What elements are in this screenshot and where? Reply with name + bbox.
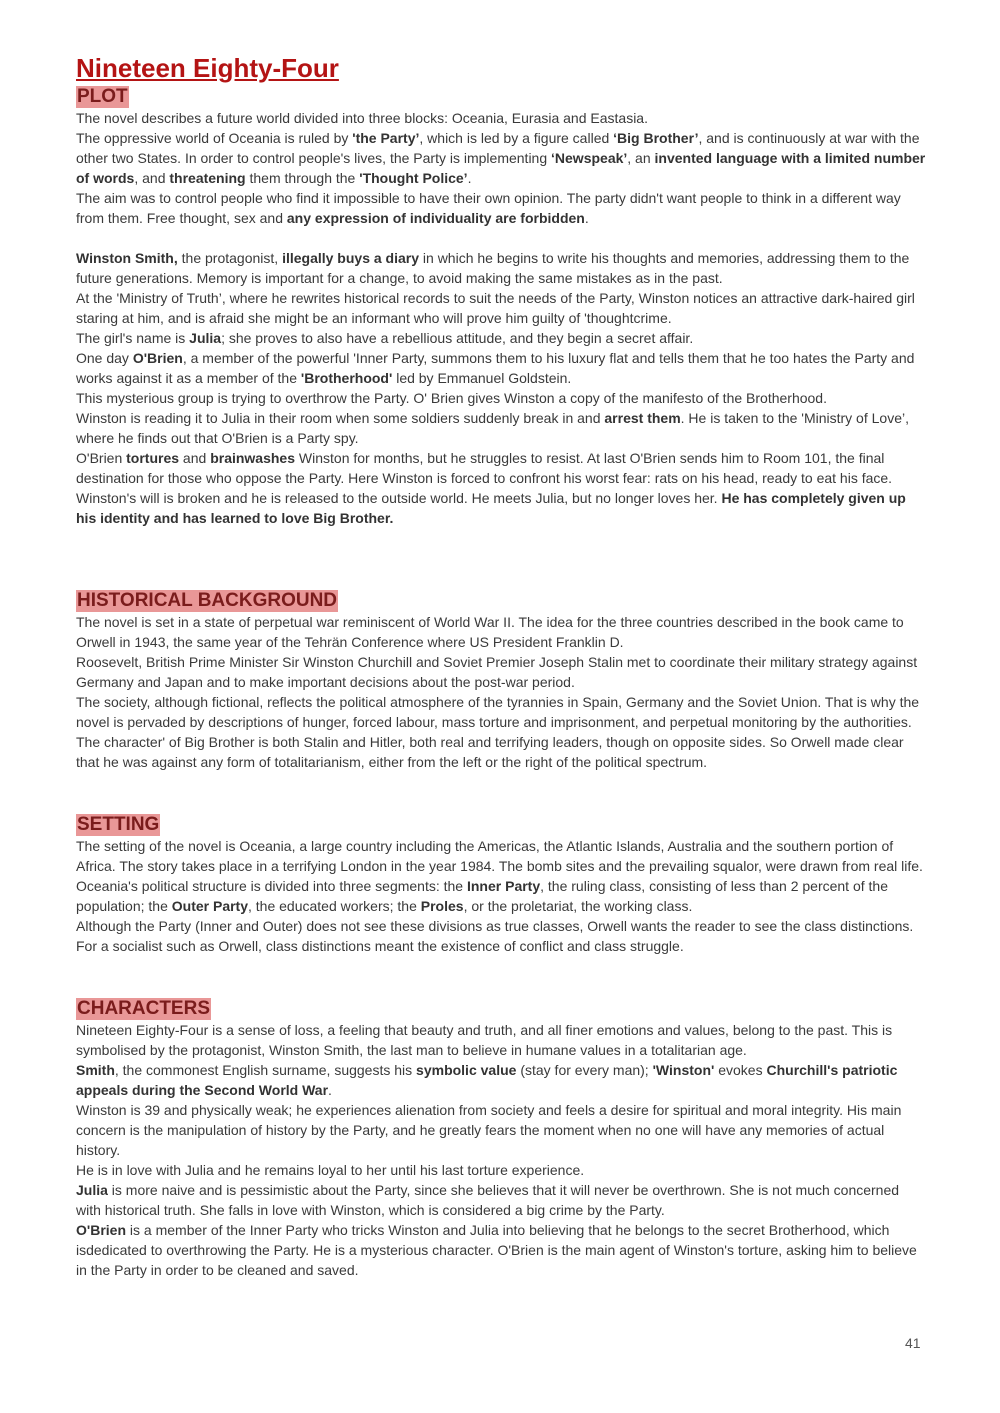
section-setting	[76, 814, 926, 956]
paragraph: Winston is 39 and physically weak; he experiences alienation from society and feels a desire for spiritual and moral integrity. His main concern is the manipulation of history by the Party, and he greatly fears the moment when no one will have any memories of actual history.	[76, 1102, 902, 1158]
document-title: Nineteen Eighty-Four	[76, 53, 339, 83]
paragraph: Roosevelt, British Prime Minister Sir Winston Churchill and Soviet Premier Joseph Stalin met to coordinate their military strategy against Germany and Japan and to make important decisions about the post-war period.	[76, 654, 918, 690]
paragraph: Nineteen Eighty-Four is a sense of loss, a feeling that beauty and truth, and all finer emotions and values, belong to the past. This is symbolised by the protagonist, Winston Smith, the last man to believe in humane values in a totalitarian age.	[76, 1022, 893, 1058]
paragraph: Julia is more naive and is pessimistic about the Party, since she believes that it will never be overthrown. She is not much concerned with historical truth. She falls in love with Winston, which is considered a big crime by the Party.	[76, 1182, 900, 1218]
paragraph: Oceania's political structure is divided into three segments: the Inner Party, the ruling class, consisting of less than 2 percent of the population; the Outer Party, the educated workers; the Proles, or the proletariat, the working class.	[76, 878, 888, 914]
paragraph: The society, although fictional, reflects the political atmosphere of the tyrannies in Spain, Germany and the Soviet Union. That is why the novel is pervaded by descriptions of hunger, forced labour, mass torture and imprisonment, and perpetual monitoring by the authorities.	[76, 694, 920, 730]
paragraph: O'Brien is a member of the Inner Party who tricks Winston and Julia into believing that he belongs to the secret Brotherhood, which isdedicated to overthrowing the Party. He is a mysterious character. O'Brien is the main agent of Winston's torture, asking him to believe in the Party in order to be cleaned and saved.	[76, 1222, 917, 1278]
paragraph: The girl's name is Julia; she proves to also have a rebellious attitude, and they begin a secret affair.	[76, 330, 694, 346]
paragraph: One day O'Brien, a member of the powerful 'Inner Party, summons them to his luxury flat and tells them that he too hates the Party and works against it as a member of the 'Brotherhood' led by Emmanuel Goldstein.	[76, 350, 915, 386]
paragraph: Winston is reading it to Julia in their room when some soldiers suddenly break in and arrest them. He is taken to the 'Ministry of Love’, where he finds out that O'Brien is a Party spy.	[76, 410, 909, 446]
paragraph: The novel is set in a state of perpetual war reminiscent of World War II. The idea for the three countries described in the book came to Orwell in 1943, the same year of the Tehrän Conference where US President Franklin D.	[76, 614, 904, 650]
paragraph: Winston Smith, the protagonist, illegally buys a diary in which he begins to write his thoughts and memories, addressing them to the future generations. Memory is important for a change, to avoid making the same mistakes as in the past.	[76, 250, 910, 286]
paragraph: The character' of Big Brother is both Stalin and Hitler, both real and terrifying leaders, though on opposite sides. So Orwell made clear that he was against any form of totalitarianism, either from the left or the right of the political spectrum.	[76, 734, 904, 770]
paragraph: This mysterious group is trying to overthrow the Party. O' Brien gives Winston a copy of the manifesto of the Brotherhood.	[76, 390, 827, 406]
paragraph: The setting of the novel is Oceania, a large country including the Americas, the Atlantic Islands, Australia and the southern portion of Africa. The story takes place in a terrifying London in the year 1984. The bomb sites and the prevailing squalor, were drawn from real life.	[76, 838, 923, 874]
paragraph: The aim was to control people who find it impossible to have their own opinion. The party didn't want people to think in a different way from them. Free thought, sex and any expression of individuality are forbidden.	[76, 190, 901, 226]
paragraph: The oppressive world of Oceania is ruled by 'the Party’, which is led by a figure called ‘Big Brother’, and is continuously at war with the other two States. In order to control people's lives, the Party is implementing ‘Newspeak’, an invented language with a limited number of words, and threatening them through the 'Thought Police’.	[76, 130, 926, 186]
document-page	[76, 52, 926, 1280]
paragraph: The novel describes a future world divided into three blocks: Oceania, Eurasia and Eastasia.	[76, 110, 648, 126]
section-heading-characters: CHARACTERS	[77, 998, 210, 1019]
section-heading-setting: SETTING	[77, 814, 160, 835]
paragraph: Smith, the commonest English surname, suggests his symbolic value (stay for every man); 'Winston' evokes Churchill's patriotic appeals during the Second World War.	[76, 1062, 898, 1098]
section-heading-historical-background: HISTORICAL BACKGROUND	[77, 590, 338, 611]
section-historical-background	[76, 590, 926, 772]
page-number: 41	[905, 1335, 921, 1351]
paragraph: At the 'Ministry of Truth’, where he rewrites historical records to suit the needs of the Party, Winston notices an attractive dark-haired girl staring at him, and is afraid she might be an informant who will prove him guilty of 'thoughtcrime.	[76, 290, 915, 326]
paragraph: He is in love with Julia and he remains loyal to her until his last torture experience.	[76, 1162, 585, 1178]
section-heading-plot: PLOT	[77, 86, 128, 107]
section-plot	[76, 86, 926, 528]
section-characters	[76, 998, 926, 1280]
paragraph: Although the Party (Inner and Outer) does not see these divisions as true classes, Orwell wants the reader to see the class distinctions. For a socialist such as Orwell, class distinctions meant the existence of conflict and class struggle.	[76, 918, 914, 954]
paragraph: O'Brien tortures and brainwashes Winston for months, but he struggles to resist. At last O'Brien sends him to Room 101, the final destination for those who oppose the Party. Here Winston is forced to confront his worst fear: rats on his head, ready to eat his face. Winston's will is broken and he is released to the outside world. He meets Julia, but no longer loves her. He has completely given up his identity and has learned to love Big Brother.	[76, 450, 906, 526]
